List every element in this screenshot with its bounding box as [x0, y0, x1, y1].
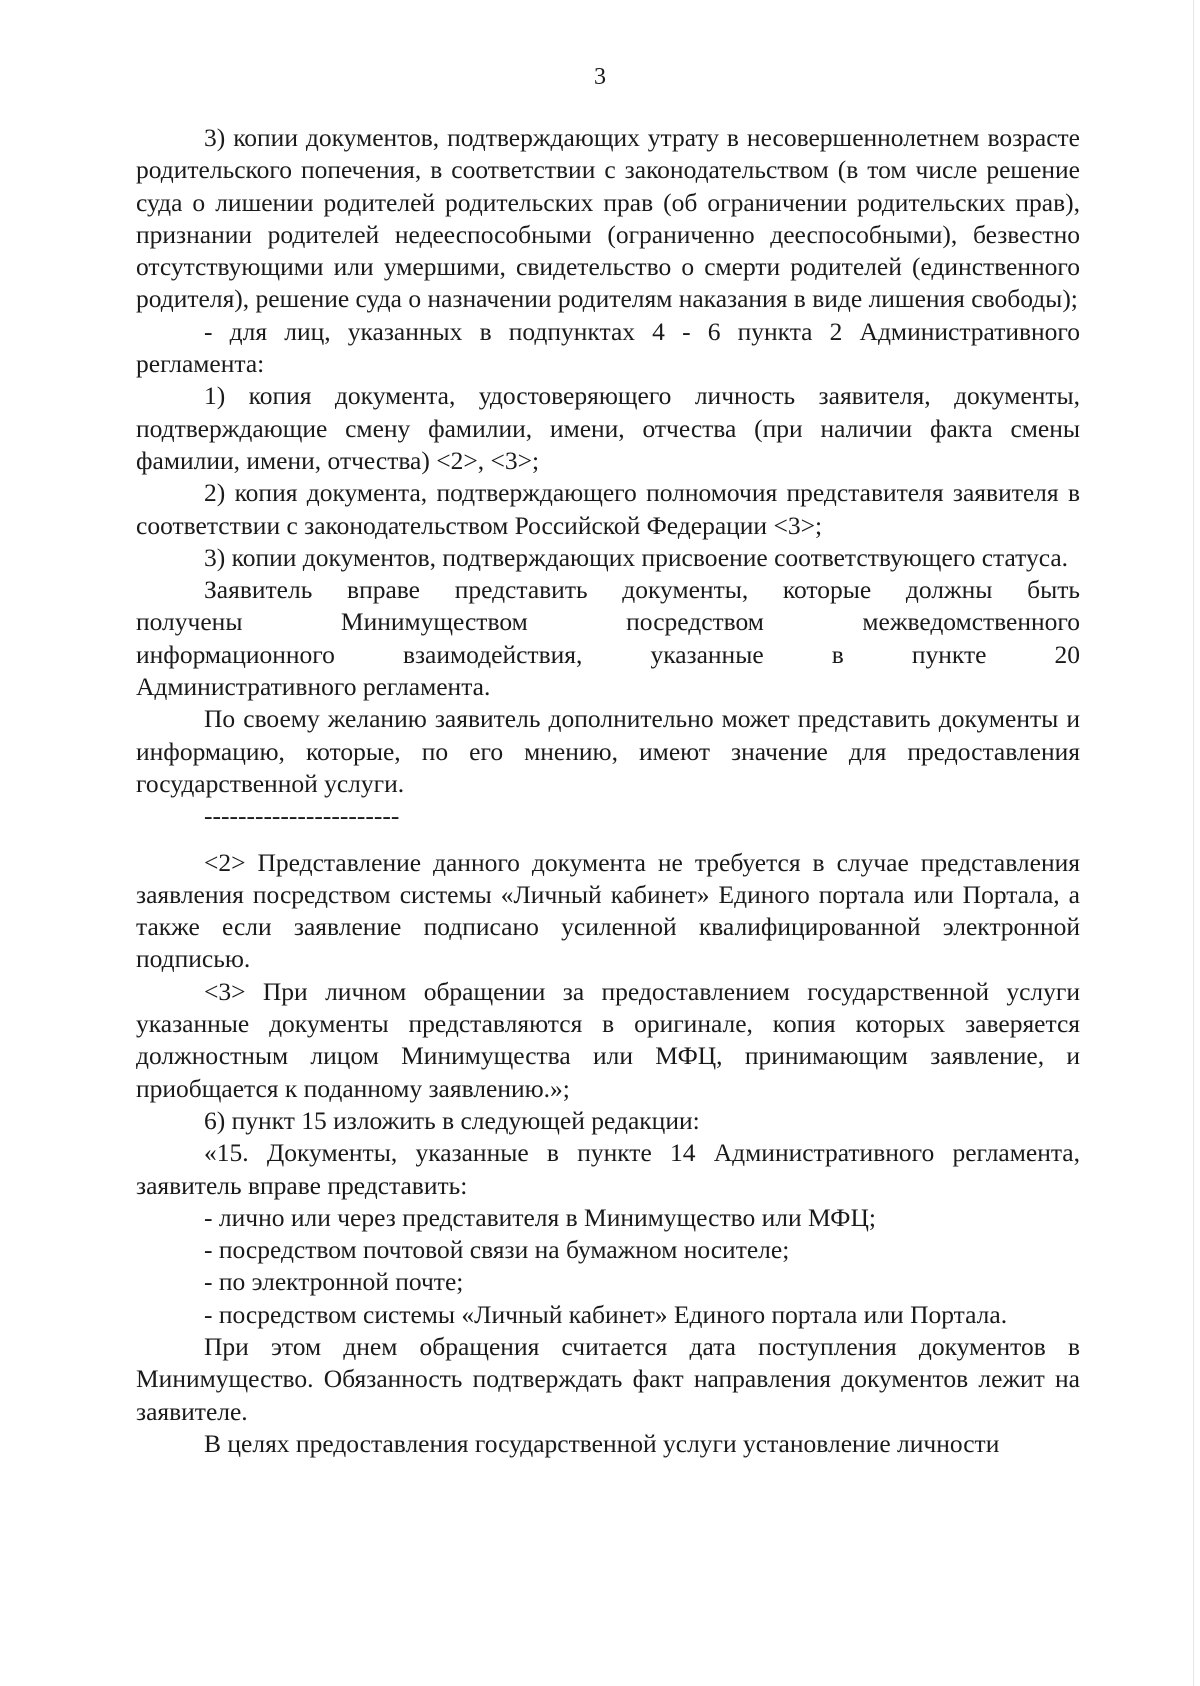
paragraph-identity-establishment: В целях предоставления государственной услуги установление личности	[204, 1428, 1000, 1458]
applicant-right-line-2: получены Минимуществом посредством межведомственного	[136, 607, 1080, 637]
applicant-right-line-3: информационного взаимодействия, указанные в пункте 20	[136, 639, 1080, 669]
submission-option-in-person: - лично или через представителя в Минимущество или МФЦ;	[204, 1202, 876, 1232]
page-number: 3	[594, 64, 606, 90]
footnote-gap	[136, 833, 1080, 847]
scan-edge-line	[1193, 0, 1194, 1686]
paragraph-representative-authority: 2) копия документа, подтверждающего полномочия представителя заявителя в соответствии с законодательством Российской Федерации <3>;	[136, 478, 1080, 540]
paragraph-identity-document: 1) копия документа, удостоверяющего личность заявителя, документы, подтверждающие смену фамилии, имени, отчества (при наличии факта смены фамилии, имени, отчества) <2>, <3>;	[136, 381, 1080, 475]
footnote-2: <2> Представление данного документа не требуется в случае представления заявления посредством системы «Личный кабинет» Единого портала или Портала, а также если заявление подписано усиленной квалифицированной электронной подписью.	[136, 847, 1080, 974]
submission-option-email: - по электронной почте;	[204, 1267, 464, 1297]
submission-option-personal-account: - посредством системы «Личный кабинет» Единого портала или Портала.	[204, 1299, 1008, 1329]
footnote-separator: -----------------------	[204, 801, 400, 831]
amendment-item-6: 6) пункт 15 изложить в следующей редакции:	[204, 1105, 700, 1135]
submission-option-post: - посредством почтовой связи на бумажном носителе;	[204, 1235, 790, 1265]
paragraph-application-date: При этом днем обращения считается дата поступления документов в Минимущество. Обязанность подтверждать факт направления документов лежит на заявителе.	[136, 1331, 1080, 1426]
applicant-right-line-1: Заявитель вправе представить документы, которые должны быть	[204, 575, 1080, 605]
applicant-right-line-4: Административного регламента.	[136, 672, 491, 702]
paragraph-copies-parental-care: 3) копии документов, подтверждающих утрату в несовершеннолетнем возрасте родительского попечения, в соответствии с законодательством (в том числе решение суда о лишении родителей родительских прав (об ограничении родительских прав), признании родителей недееспособными (ограниченно дееспособными), безвестно отсутствующими или умершими, свидетельство о смерти родителей (единственного родителя), решение суда о назначении родителям наказания в виде лишения свободы);	[136, 123, 1080, 314]
paragraph-status-documents: 3) копии документов, подтверждающих присвоение соответствующего статуса.	[204, 542, 1069, 572]
paragraph-additional-documents: По своему желанию заявитель дополнительно может представить документы и информацию, которые, по его мнению, имеют значение для предоставления государственной услуги.	[136, 704, 1080, 798]
paragraph-persons-subpoints: - для лиц, указанных в подпунктах 4 - 6 пункта 2 Административного регламента:	[136, 316, 1080, 379]
paragraph-applicant-right	[136, 574, 1080, 703]
clause-15: «15. Документы, указанные в пункте 14 Административного регламента, заявитель вправе представить:	[136, 1138, 1080, 1200]
document-body	[136, 122, 1080, 1460]
footnote-3: <3> При личном обращении за предоставлением государственной услуги указанные документы представляются в оригинале, копия которых заверяется должностным лицом Минимущества или МФЦ, принимающим заявление, и приобщается к поданному заявлению.»;	[136, 976, 1080, 1103]
